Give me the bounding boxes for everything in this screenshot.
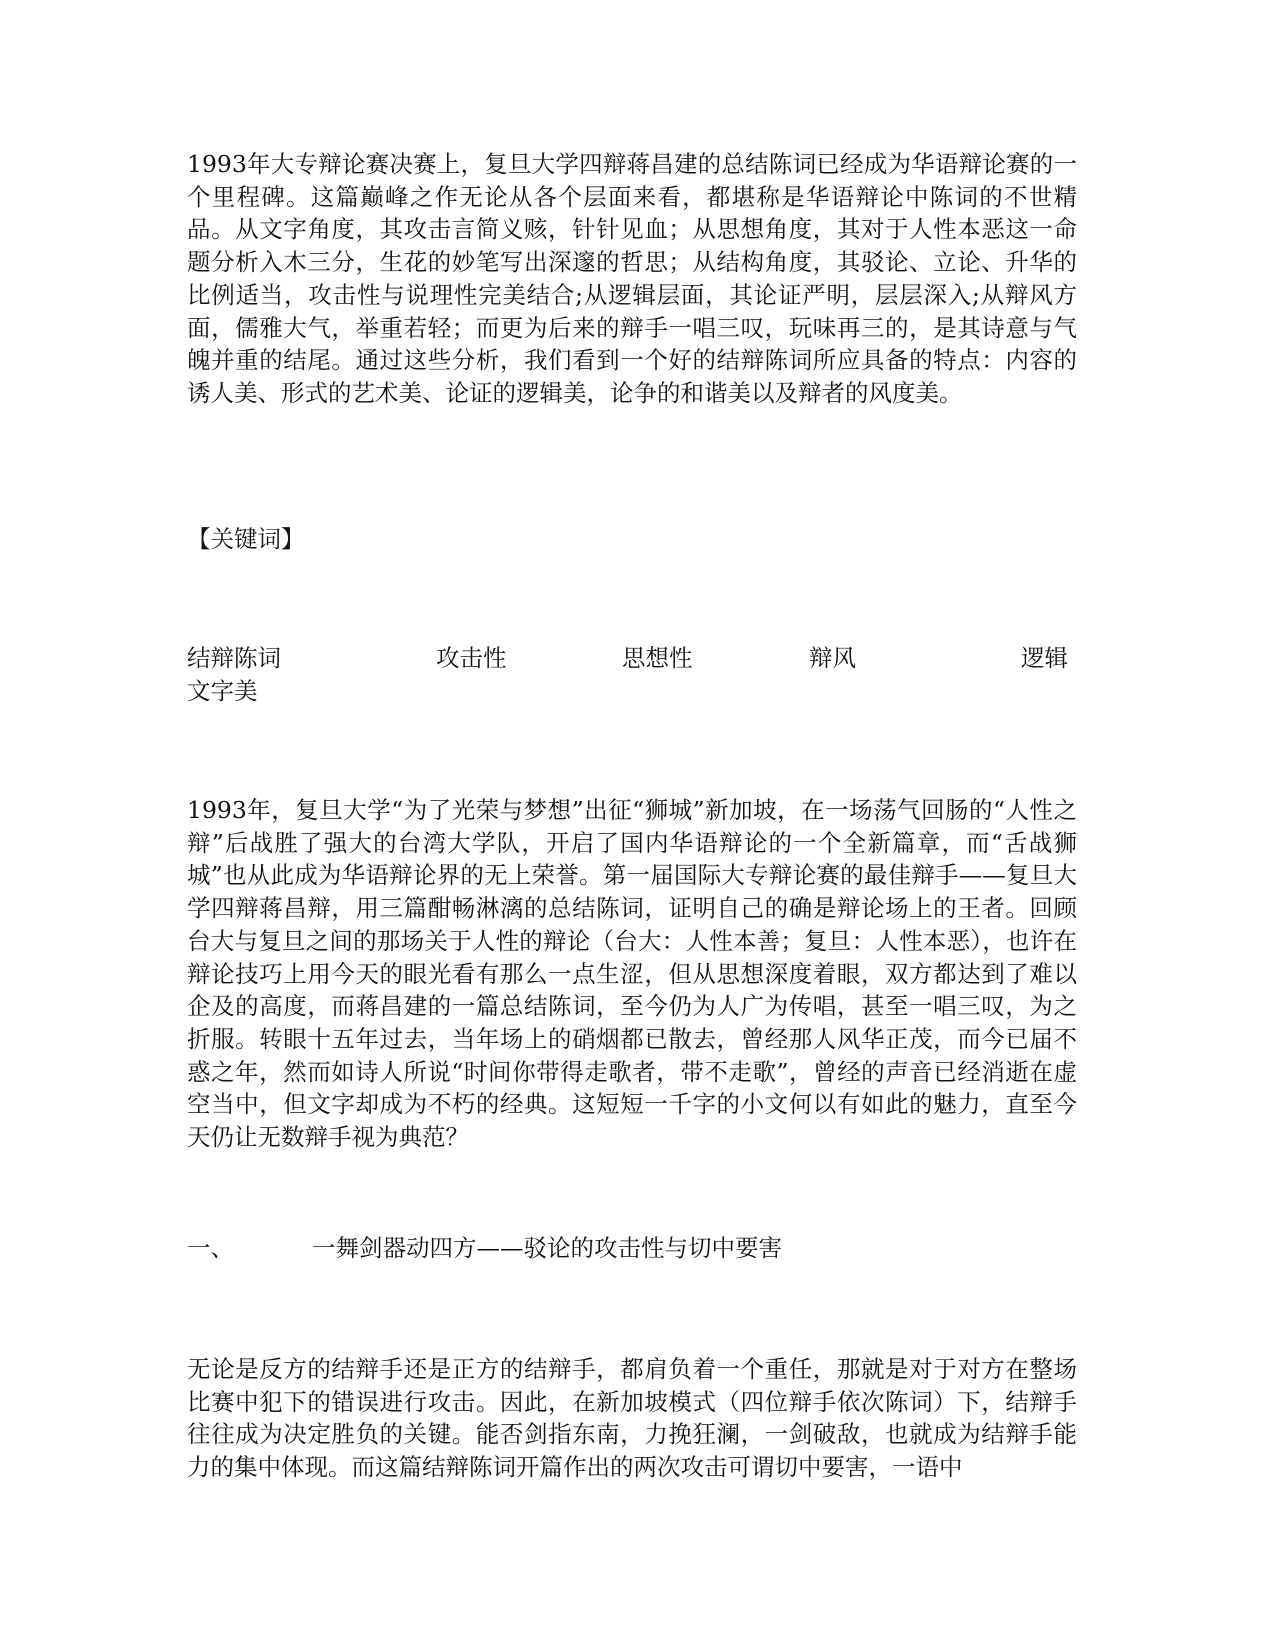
abstract-paragraph: 1993年大专辩论赛决赛上，复旦大学四辩蒋昌建的总结陈词已经成为华语辩论赛的一个里程碑。这篇巅峰之作无论从各个层面来看，都堪称是华语辩论中陈词的不世精品。从文字角度，其攻击言简义赅，针针见血；从思想角度，其对于人性本恶这一命题分析入木三分，生花的妙笔写出深邃的哲思；从结构角度，其驳论、立论、升华的比例适当，攻击性与说理性完美结合;从逻辑层面，其论证严明，层层深入;从辩风方面，儒雅大气，举重若轻；而更为后来的辩手一唱三叹，玩味再三的，是其诗意与气魄并重的结尾。通过这些分析，我们看到一个好的结辩陈词所应具备的特点：内容的诱人美、形式的艺术美、论证的逻辑美，论争的和谐美以及辩者的风度美。 (187, 150, 1077, 407)
keyword-item: 攻击性 (436, 644, 507, 672)
keywords-heading: 【关键词】 (187, 525, 305, 553)
section-body-paragraph: 无论是反方的结辩手还是正方的结辩手，都肩负着一个重任，那就是对于对方在整场比赛中犯下的错误进行攻击。因此，在新加坡模式（四位辩手依次陈词）下，结辩手往往成为决定胜负的关键。能否剑指东南，力挽狂澜，一剑破敌，也就成为结辩手能力的集中体现。而这篇结辩陈词开篇作出的两次攻击可谓切中要害，一语中 (187, 1355, 1077, 1482)
intro-paragraph: 1993年，复旦大学“为了光荣与梦想”出征“狮城”新加坡，在一场荡气回肠的“人性之辩”后战胜了强大的台湾大学队，开启了国内华语辩论的一个全新篇章，而“舌战狮城”也从此成为华语辩论界的无上荣誉。第一届国际大专辩论赛的最佳辩手——复旦大学四辩蒋昌辩，用三篇酣畅淋漓的总结陈词，证明自己的确是辩论场上的王者。回顾台大与复旦之间的那场关于人性的辩论（台大：人性本善；复旦：人性本恶），也许在辩论技巧上用今天的眼光看有那么一点生涩，但从思想深度着眼，双方都达到了难以企及的高度，而蒋昌建的一篇总结陈词，至今仍为人广为传唱，甚至一唱三叹，为之折服。转眼十五年过去，当年场上的硝烟都已散去，曾经那人风华正茂，而今已届不惑之年，然而如诗人所说“时间你带得走歌者，带不走歌”，曾经的声音已经消逝在虚空当中，但文字却成为不朽的经典。这短短一千字的小文何以有如此的魅力，直至今天仍让无数辩手视为典范？ (187, 796, 1077, 1152)
keyword-item: 结辩陈词 (187, 644, 281, 672)
section-number: 一、 (187, 1234, 234, 1262)
keyword-item: 思想性 (622, 644, 693, 672)
keyword-item: 逻辑 (1021, 644, 1068, 672)
section-heading: 一舞剑器动四方——驳论的攻击性与切中要害 (312, 1234, 782, 1262)
keyword-item: 文字美 (187, 677, 258, 705)
keyword-item: 辩风 (809, 644, 856, 672)
